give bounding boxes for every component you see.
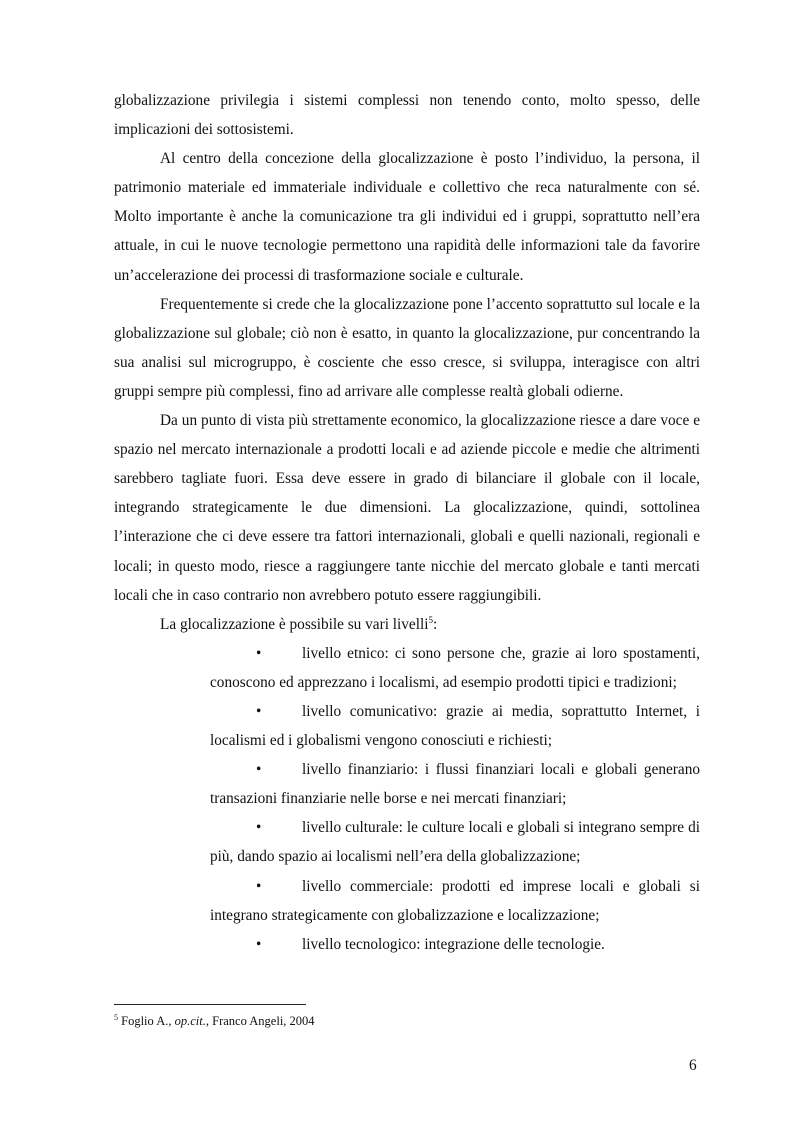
list-item-text: livello finanziario: i flussi finanziari locali e globali generano transazioni finanziarie nelle borse e nei mercati finanziari;	[210, 761, 700, 808]
list-item-text: livello culturale: le culture locali e globali si integrano sempre di più, dando spazio ai localismi nell’era della globalizzazione;	[210, 819, 700, 866]
bullet-icon: •	[256, 644, 262, 662]
levels-intro-text: La glocalizzazione è possibile su vari livelli	[160, 615, 429, 633]
list-item-finanziario	[210, 755, 700, 813]
footnote	[114, 1013, 315, 1029]
bullet-icon: •	[256, 819, 262, 837]
footnote-separator	[114, 1004, 306, 1005]
list-item-comunicativo	[210, 697, 700, 755]
list-item-commerciale	[210, 872, 700, 930]
paragraph-economico: Da un punto di vista più strettamente economico, la glocalizzazione riesce a dare voce e spazio nel mercato internazionale a prodotti locali e ad aziende piccole e medie che altrimenti sarebbero tagliate fuori. Essa deve essere in grado di bilanciare il globale con il locale, integrando strategicamente le due dimensioni. La glocalizzazione, quindi, sottolinea l’interazione che ci deve essere tra fattori internazionali, globali e quelli nazionali, regionali e locali; in questo modo, riesce a raggiungere tante nicchie del mercato globale e tanti mercati locali che in caso contrario non avrebbero potuto essere raggiungibili.	[114, 412, 700, 604]
list-item-text: livello tecnologico: integrazione delle tecnologie.	[302, 935, 605, 953]
paragraph-individuo: Al centro della concezione della glocalizzazione è posto l’individuo, la persona, il patrimonio materiale ed immateriale individuale e collettivo che reca naturalmente con sé. Molto importante è anche la comunicazione tra gli individui ed i gruppi, soprattutto nell’era attuale, in cui le nuove tecnologie permettono una rapidità delle informazioni tale da favorire un’accelerazione dei processi di trasformazione sociale e culturale.	[114, 150, 700, 284]
footnote-reference[interactable]: 5	[428, 614, 433, 625]
levels-intro	[114, 610, 700, 639]
page-number: 6	[689, 1057, 697, 1074]
list-item-etnico	[210, 639, 700, 697]
bullet-icon: •	[256, 877, 262, 895]
footnote-number: 5	[114, 1012, 118, 1022]
list-item-text: livello comunicativo: grazie ai media, soprattutto Internet, i localismi ed i globalismi vengono conosciuti e richiesti;	[210, 702, 700, 750]
list-item-text: livello etnico: ci sono persone che, grazie ai loro spostamenti, conoscono ed apprezzano i localismi, ad esempio prodotti tipici e tradizioni;	[210, 644, 700, 691]
bullet-icon: •	[256, 702, 262, 720]
bullet-icon: •	[256, 935, 262, 953]
paragraph-locale-globale: Frequentemente si crede che la glocalizzazione pone l’accento soprattutto sul locale e la globalizzazione sul globale; ciò non è esatto, in quanto la glocalizzazione, pur concentrando la sua analisi sul microgruppo, è cosciente che esso cresce, si sviluppa, interagisce con altri gruppi sempre più complessi, fino ad arrivare alle complesse realtà globali odierne.	[114, 295, 700, 400]
list-item-culturale	[210, 813, 700, 871]
footnote-title: op.cit.	[174, 1014, 206, 1028]
footnote-author: Foglio A.,	[121, 1014, 175, 1028]
levels-intro-colon: :	[432, 615, 438, 633]
list-item-tecnologico	[210, 930, 700, 959]
list-item-text: livello commerciale: prodotti ed imprese locali e globali si integrano strategicamente con globalizzazione e localizzazione;	[210, 877, 700, 924]
paragraph-continuation: globalizzazione privilegia i sistemi complessi non tenendo conto, molto spesso, delle implicazioni dei sottosistemi.	[114, 92, 700, 139]
bullet-icon: •	[256, 761, 262, 779]
footnote-publisher: , Franco Angeli, 2004	[205, 1014, 315, 1028]
body-text	[114, 86, 700, 959]
levels-list	[114, 639, 700, 959]
